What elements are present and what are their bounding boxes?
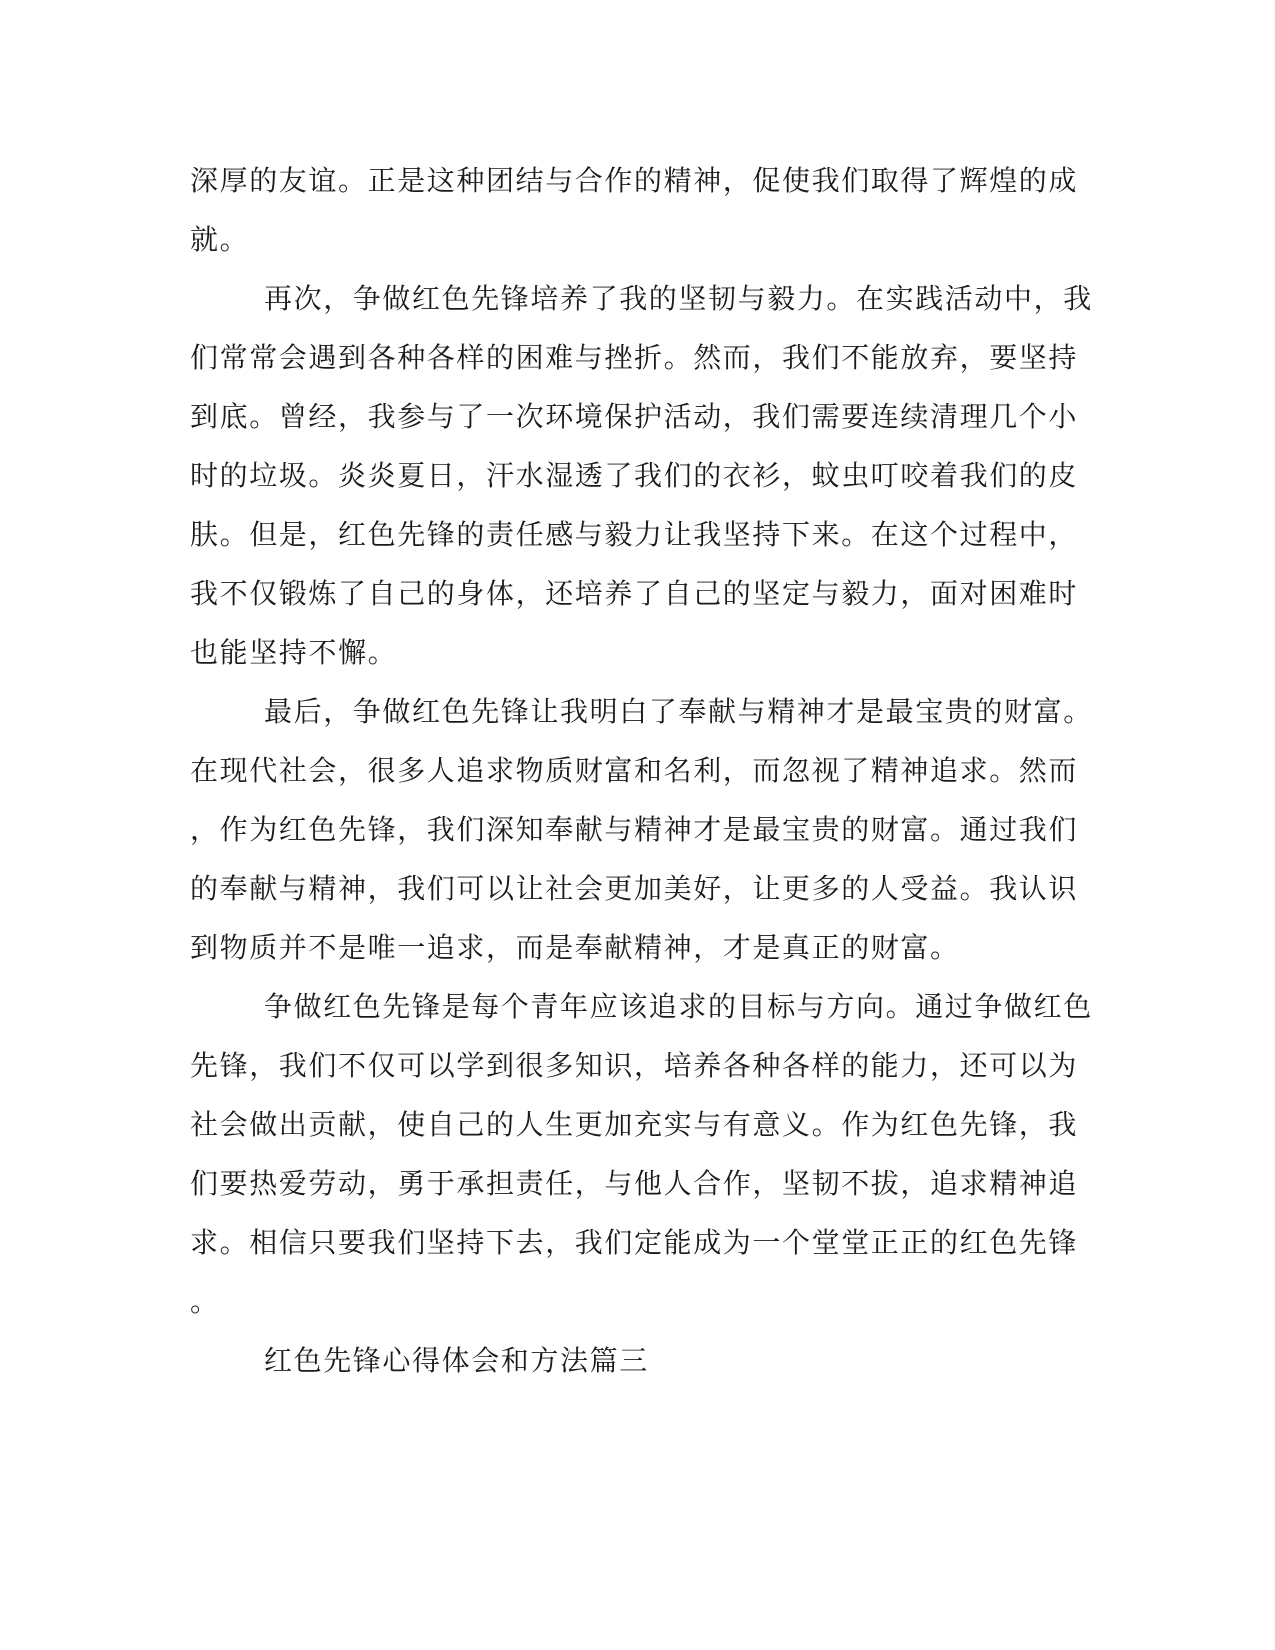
text-line: 们要热爱劳动，勇于承担责任，与他人合作，坚韧不拔，追求精神追 bbox=[190, 1167, 1079, 1200]
text-line: 就。 bbox=[190, 223, 250, 256]
paragraph-start: 再次，争做红色先锋培养了我的坚韧与毅力。在实践活动中，我 bbox=[264, 282, 1093, 315]
text-line: 到物质并不是唯一追求，而是奉献精神，才是真正的财富。 bbox=[190, 931, 960, 964]
text-line: 的奉献与精神，我们可以让社会更加美好，让更多的人受益。我认识 bbox=[190, 872, 1079, 905]
text-line: 。 bbox=[190, 1285, 220, 1318]
text-line: 求。相信只要我们坚持下去，我们定能成为一个堂堂正正的红色先锋 bbox=[190, 1226, 1079, 1259]
text-line: 深厚的友谊。正是这种团结与合作的精神，促使我们取得了辉煌的成 bbox=[190, 164, 1079, 197]
text-line: ，作为红色先锋，我们深知奉献与精神才是最宝贵的财富。通过我们 bbox=[190, 813, 1079, 846]
paragraph-start: 争做红色先锋是每个青年应该追求的目标与方向。通过争做红色 bbox=[264, 990, 1093, 1023]
text-line: 社会做出贡献，使自己的人生更加充实与有意义。作为红色先锋，我 bbox=[190, 1108, 1079, 1141]
text-line: 我不仅锻炼了自己的身体，还培养了自己的坚定与毅力，面对困难时 bbox=[190, 577, 1079, 610]
text-line: 先锋，我们不仅可以学到很多知识，培养各种各样的能力，还可以为 bbox=[190, 1049, 1079, 1082]
text-line: 也能坚持不懈。 bbox=[190, 636, 398, 669]
text-line: 肤。但是，红色先锋的责任感与毅力让我坚持下来。在这个过程中， bbox=[190, 518, 1079, 551]
text-line: 时的垃圾。炎炎夏日，汗水湿透了我们的衣衫，蚊虫叮咬着我们的皮 bbox=[190, 459, 1079, 492]
section-heading: 红色先锋心得体会和方法篇三 bbox=[264, 1344, 649, 1377]
text-line: 到底。曾经，我参与了一次环境保护活动，我们需要连续清理几个小 bbox=[190, 400, 1079, 433]
text-line: 们常常会遇到各种各样的困难与挫折。然而，我们不能放弃，要坚持 bbox=[190, 341, 1079, 374]
paragraph-start: 最后，争做红色先锋让我明白了奉献与精神才是最宝贵的财富。 bbox=[264, 695, 1093, 728]
text-line: 在现代社会，很多人追求物质财富和名利，而忽视了精神追求。然而 bbox=[190, 754, 1079, 787]
